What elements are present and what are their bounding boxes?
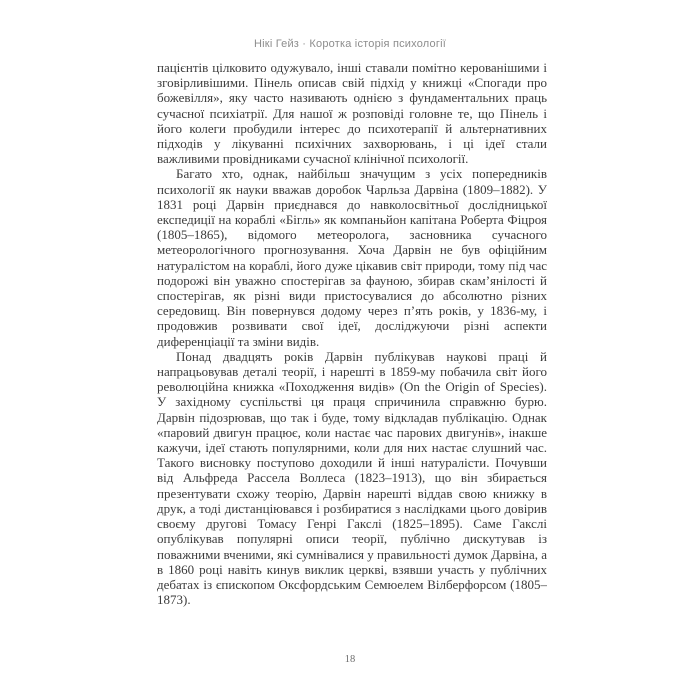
body-paragraph: пацієнтів цілковито одужувало, інші ставали помітно керованішими і зговірливішими. Пінель описав свій підхід у книжці «Спогади про божевілля», яку часто називають однією з фундаментальних праць сучасної психіатрії. Для нашої ж розповіді головне те, що Пінель і його колеги пробудили інтерес до психотерапії й альтернативних підходів у лікуванні психічних захворювань, і ці ідеї стали важливими провідниками сучасної клінічної психології. (157, 60, 547, 167)
text-column (157, 60, 547, 607)
running-header: Нікі Гейз · Коротка історія психології (254, 38, 446, 50)
page-number: 18 (344, 654, 356, 665)
body-paragraph: Багато хто, однак, найбільш значущим з усіх попередників психології як науки вважав доробок Чарльза Дарвіна (1809–1882). У 1831 році Дарвін приєднався до навколосвітньої дослідницької експедиції на кораблі «Бігль» як компаньйон капітана Роберта Фіцроя (1805–1865), відомого метеоролога, засновника сучасного метеорологічного прогнозування. Хоча Дарвін не був офіційним натуралістом на кораблі, його дуже цікавив світ природи, тому під час подорожі він уважно спостерігав за фауною, збирав скам’янілості й спостерігав, як різні види пристосувалися до абсолютно різних середовищ. Він повернувся додому через п’ять років, у 1836-му, і продовжив розвивати свої ідеї, досліджуючи різні аспекти диференціації та зміни видів. (157, 166, 547, 349)
body-paragraph: Понад двадцять років Дарвін публікував наукові праці й напрацьовував деталі теорії, і нарешті в 1859-му побачила світ його революційна книжка «Походження видів» (On the Origin of Species). У західному суспільстві ця праця спричинила справжню бурю. Дарвін підозрював, що так і буде, тому відкладав публікацію. Однак «паровий двигун працює, коли настає час парових двигунів», інакше кажучи, ідеї стають популярними, коли для них настає слушний час. Такого висновку поступово доходили й інші натуралісти. Почувши від Альфреда Рассела Воллеса (1823–1913), що він збирається презентувати схожу теорію, Дарвін нарешті віддав свою книжку в друк, а тоді дистанціювався і розбиратися з наслідками цього довірив своєму другові Томасу Генрі Гакслі (1825–1895). Саме Гакслі опублікував популярні описи теорії, публічно дискутував із поважними вченими, які сумнівалися у правильності думок Дарвіна, а в 1860 році навіть кинув виклик церкві, взявши участь у публічних дебатах із єпископом Оксфордським Семюелем Вілберфорсом (1805–1873). (157, 348, 547, 608)
